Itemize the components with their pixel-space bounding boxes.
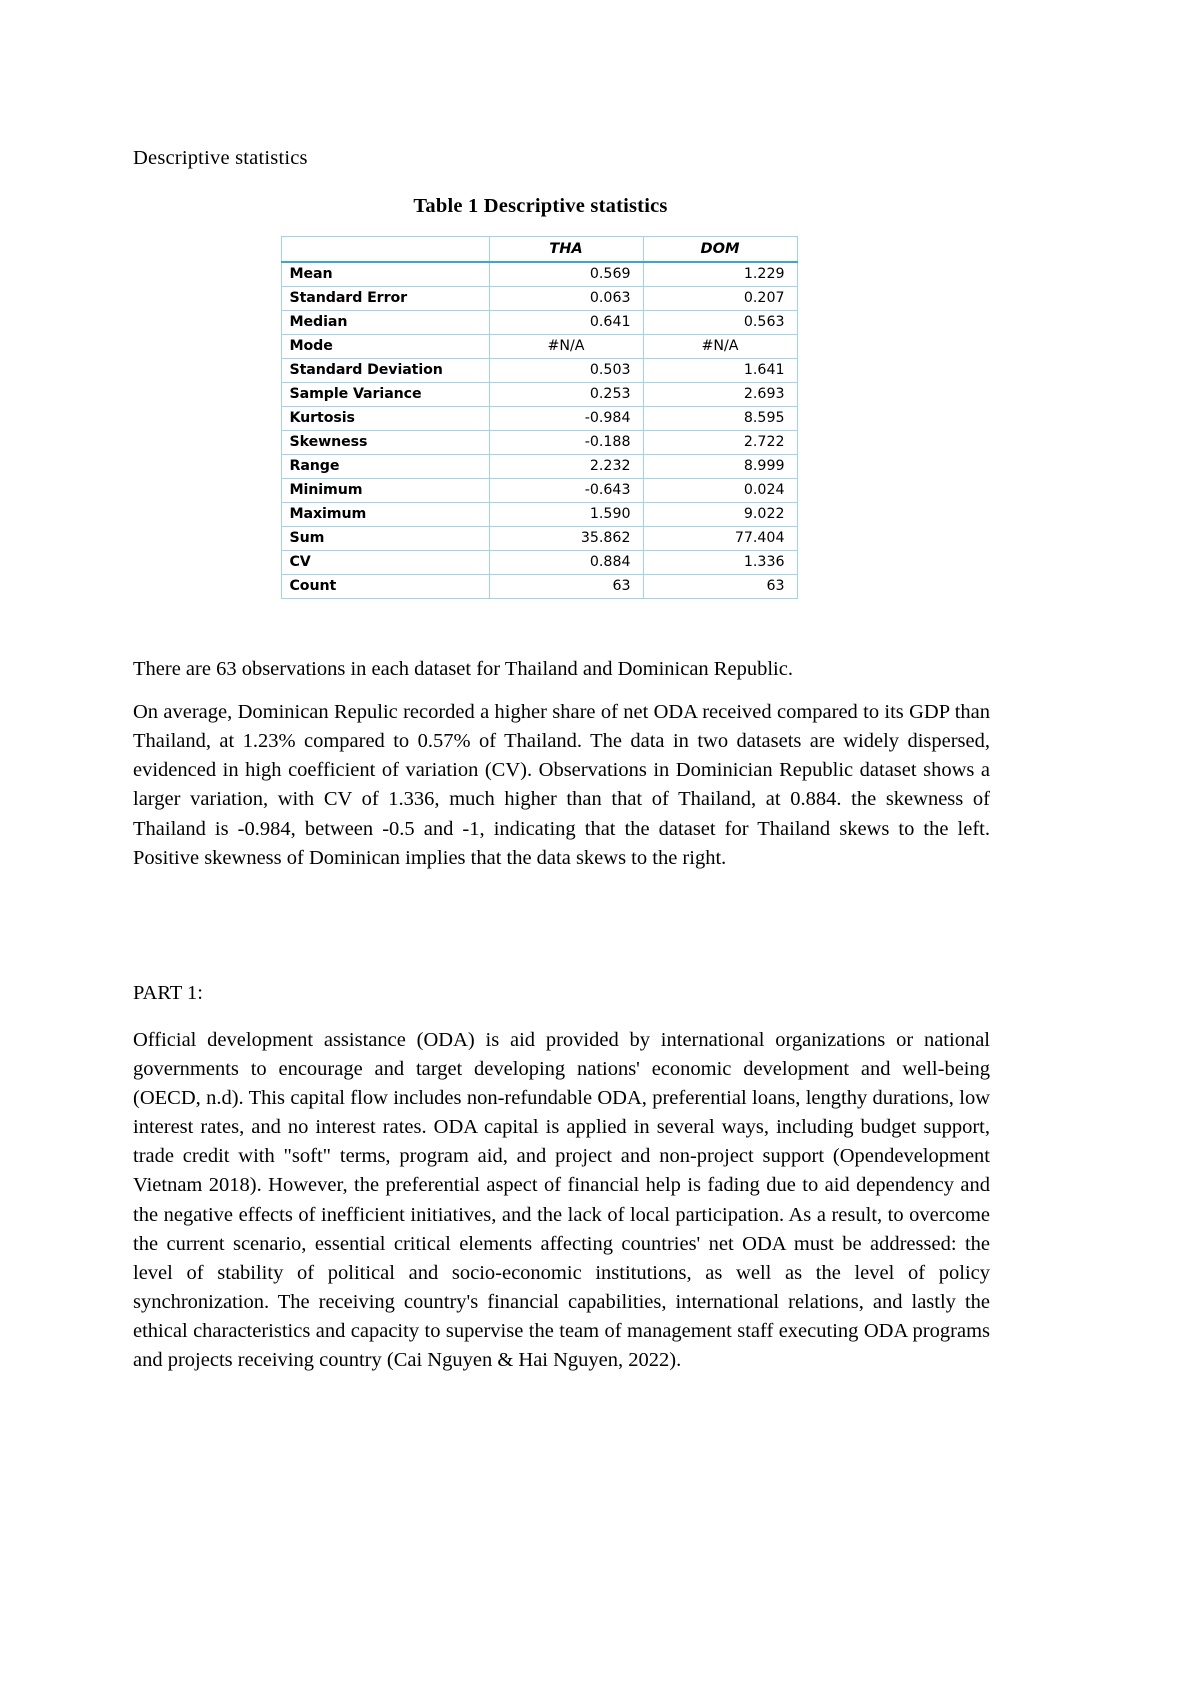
stat-label: Sample Variance (281, 383, 489, 407)
table-container (133, 236, 990, 600)
stat-value-tha: -0.643 (489, 479, 643, 503)
table-row (281, 311, 797, 335)
table-caption: Table 1 Descriptive statistics (413, 194, 668, 217)
stat-value-dom: 0.563 (643, 311, 797, 335)
table-row (281, 262, 797, 287)
stat-label: Standard Error (281, 287, 489, 311)
stat-value-tha: 63 (489, 575, 643, 599)
stat-value-tha: 0.503 (489, 359, 643, 383)
stat-value-tha: -0.188 (489, 431, 643, 455)
stat-label: Sum (281, 527, 489, 551)
section-spacer (133, 887, 990, 979)
part-1-heading: PART 1: (133, 981, 203, 1004)
table-row (281, 503, 797, 527)
stat-value-tha: 0.569 (489, 262, 643, 287)
table-row (281, 359, 797, 383)
stat-value-dom: 1.336 (643, 551, 797, 575)
stat-label: Skewness (281, 431, 489, 455)
column-header-tha: THA (489, 236, 643, 262)
stat-value-dom: 77.404 (643, 527, 797, 551)
stat-label: Minimum (281, 479, 489, 503)
table-header (281, 236, 797, 262)
stat-label: Count (281, 575, 489, 599)
stat-value-tha: 0.063 (489, 287, 643, 311)
table-row (281, 287, 797, 311)
table-row (281, 527, 797, 551)
column-header-blank (281, 236, 489, 262)
stat-label: Median (281, 311, 489, 335)
stat-value-dom: 8.595 (643, 407, 797, 431)
table-row (281, 431, 797, 455)
stat-value-dom: 2.693 (643, 383, 797, 407)
section-label: Descriptive statistics (133, 147, 308, 169)
stat-value-tha: #N/A (489, 335, 643, 359)
stat-label: Kurtosis (281, 407, 489, 431)
column-header-dom: DOM (643, 236, 797, 262)
stat-value-dom: 0.024 (643, 479, 797, 503)
table-row (281, 479, 797, 503)
stat-value-tha: 2.232 (489, 455, 643, 479)
stat-value-tha: -0.984 (489, 407, 643, 431)
paragraph-observations: There are 63 observations in each dataset for Thailand and Dominican Republic. (133, 658, 793, 680)
table-body (281, 262, 797, 599)
table-header-row (281, 236, 797, 262)
table-row (281, 551, 797, 575)
table-row (281, 575, 797, 599)
stat-value-dom: 2.722 (643, 431, 797, 455)
stat-value-dom: 1.641 (643, 359, 797, 383)
stat-value-tha: 1.590 (489, 503, 643, 527)
table-row (281, 407, 797, 431)
stat-label: CV (281, 551, 489, 575)
stat-value-dom: 1.229 (643, 262, 797, 287)
stat-label: Mean (281, 262, 489, 287)
stat-label: Standard Deviation (281, 359, 489, 383)
paragraph-part-1-body: Official development assistance (ODA) is aid provided by international organizations or national governments to encourage and target developing nations' economic development and well-being (OECD, n.d). This capital flow includes non-refundable ODA, preferential loans, lengthy durations, low interest rates, and no interest rates. ODA capital is applied in several ways, including budget support, trade credit with "soft" terms, program aid, and project and non-project support (Opendevelopment Vietnam 2018). However, the preferential aspect of financial help is fading due to aid dependency and the negative effects of inefficient initiatives, and the lack of local participation. As a result, to overcome the current scenario, essential critical elements affecting countries' net ODA must be addressed: the level of stability of political and socio-economic institutions, as well as the level of policy synchronization. The receiving country's financial capabilities, international relations, and lastly the ethical characteristics and capacity to supervise the team of management staff executing ODA programs and projects receiving country (Cai Nguyen & Hai Nguyen, 2022). (133, 1028, 990, 1372)
paragraph-analysis: On average, Dominican Repulic recorded a higher share of net ODA received compared to its GDP than Thailand, at 1.23% compared to 0.57% of Thailand. The data in two datasets are widely dispersed, evidenced in high coefficient of variation (CV). Observations in Dominician Republic dataset shows a larger variation, with CV of 1.336, much higher than that of Thailand, at 0.884. the skewness of Thailand is -0.984, between -0.5 and -1, indicating that the dataset for Thailand skews to the left. Positive skewness of Dominican implies that the data skews to the right. (133, 701, 990, 869)
stat-value-dom: 9.022 (643, 503, 797, 527)
stat-value-dom: #N/A (643, 335, 797, 359)
stat-label: Maximum (281, 503, 489, 527)
table-row (281, 335, 797, 359)
stat-value-dom: 63 (643, 575, 797, 599)
stat-value-dom: 0.207 (643, 287, 797, 311)
table-row (281, 455, 797, 479)
stat-label: Range (281, 455, 489, 479)
descriptive-statistics-table (281, 236, 798, 600)
stat-value-tha: 0.253 (489, 383, 643, 407)
stat-value-tha: 35.862 (489, 527, 643, 551)
table-row (281, 383, 797, 407)
stat-value-tha: 0.641 (489, 311, 643, 335)
stat-value-dom: 8.999 (643, 455, 797, 479)
stat-value-tha: 0.884 (489, 551, 643, 575)
stat-label: Mode (281, 335, 489, 359)
